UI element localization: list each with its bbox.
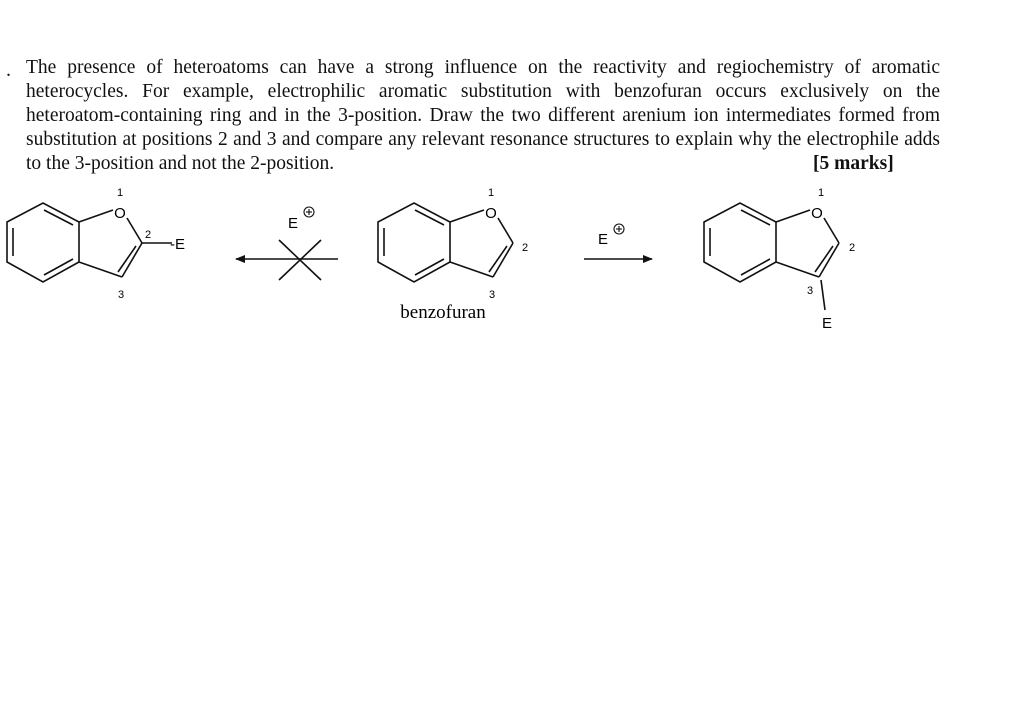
marks-label: [5 marks] xyxy=(813,153,894,174)
right-furan-ring xyxy=(776,210,839,277)
right-c3-e-bond xyxy=(821,280,825,310)
right-pos2-label: 2 xyxy=(848,242,856,254)
benzofuran-name-label: benzofuran xyxy=(400,302,486,323)
right-electrophile-label: E xyxy=(598,231,609,248)
center-pos3-label: 3 xyxy=(488,289,496,301)
left-oxygen-label: O xyxy=(114,205,126,222)
blocked-reaction-arrow xyxy=(236,240,338,280)
left-product-structure xyxy=(7,203,172,282)
right-oxygen-label: O xyxy=(811,205,823,222)
question-text: The presence of heteroatoms can have a strong influence on the reactivity and regiochemistry of aromatic heterocycles. For example, electrophilic aromatic substitution with benzofuran occurs exclusively on the heteroatom-containing ring and in the 3-position. Draw the two different arenium ion intermediates formed from substitution at positions 2 and 3 and compare any relevant resonance structures to explain why the electrophile adds to the 3-position and not the 2-position. xyxy=(26,57,940,174)
center-furan-ring xyxy=(450,210,513,277)
right-pos3-label: 3 xyxy=(806,285,814,297)
left-electrophile-label: E xyxy=(288,215,299,232)
left-pos3-label: 3 xyxy=(117,289,125,301)
left-benzene-ring xyxy=(7,203,79,282)
left-furan-ring xyxy=(79,210,142,277)
left-electrophile-reagent xyxy=(288,207,314,232)
left-pos1-label: 1 xyxy=(116,187,124,199)
center-pos2-label: 2 xyxy=(521,242,529,254)
center-oxygen-label: O xyxy=(485,205,497,222)
left-substituent-label: -E xyxy=(170,236,185,253)
right-benzene-ring xyxy=(704,203,776,282)
right-electrophile-reagent xyxy=(598,224,624,248)
center-pos1-label: 1 xyxy=(487,187,495,199)
right-pos1-label: 1 xyxy=(817,187,825,199)
list-bullet: . xyxy=(6,59,11,81)
left-pos2-label: 2 xyxy=(144,229,152,241)
right-substituent-label: E xyxy=(821,315,833,332)
center-benzene-ring xyxy=(378,203,450,282)
